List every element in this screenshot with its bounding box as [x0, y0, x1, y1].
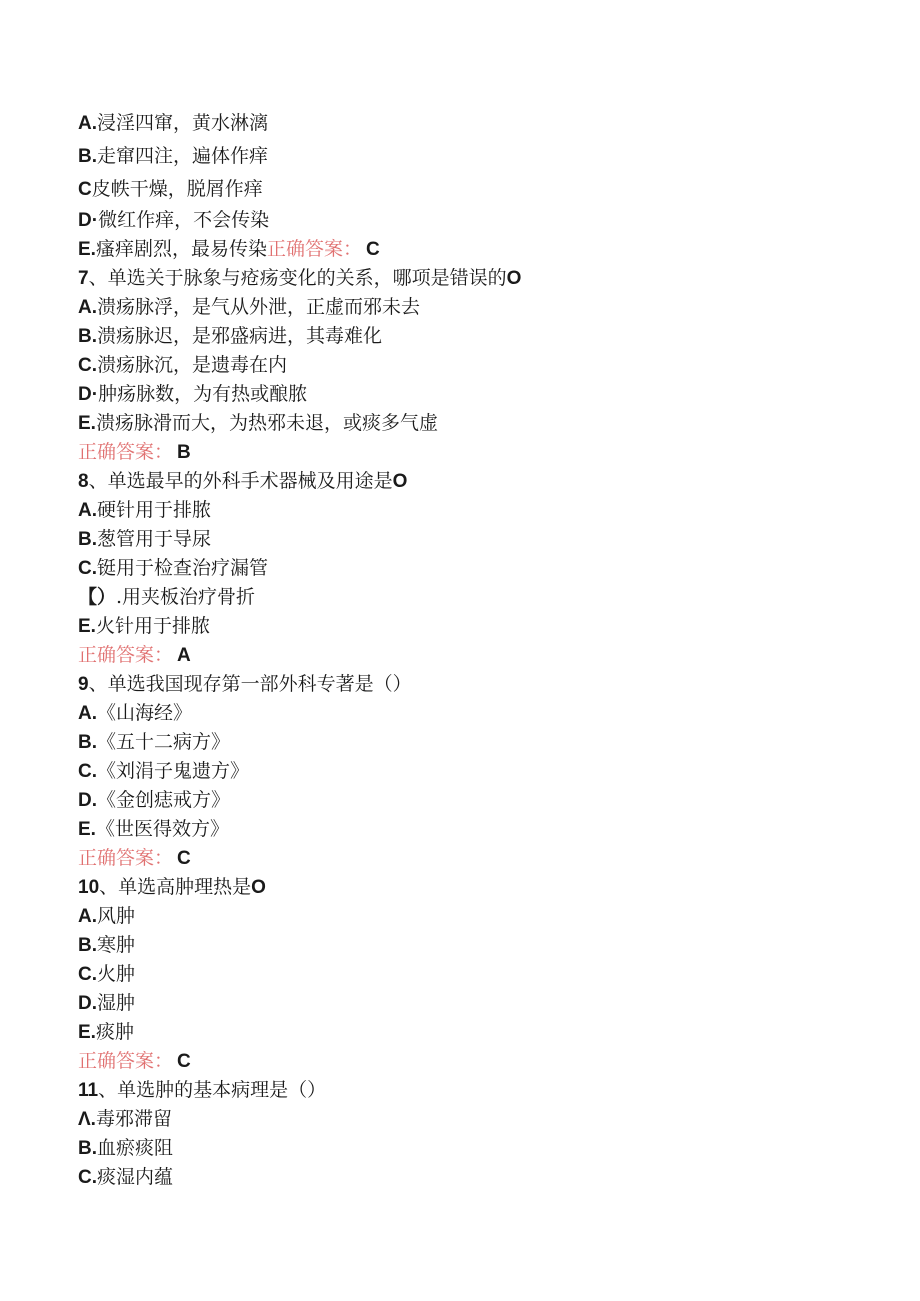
option-label: E.	[78, 616, 96, 637]
option-line	[78, 409, 878, 438]
option-text: 走窜四注，遍体作痒	[97, 145, 269, 167]
option-line	[78, 583, 878, 612]
option-line	[78, 1105, 878, 1134]
option-text: .用夹板治疗骨折	[116, 586, 256, 608]
option-text: 溃疡脉沉，是遗毒在内	[97, 354, 288, 376]
option-label: C	[78, 179, 92, 200]
option-label: B.	[78, 146, 97, 167]
question-tail: O	[506, 268, 522, 289]
option-text: 痰湿内蕴	[97, 1166, 174, 1188]
option-label: A.	[78, 297, 97, 318]
option-line	[78, 1163, 878, 1192]
option-line	[78, 140, 878, 173]
answer-value: C	[177, 848, 191, 869]
option-text: 葱管用于导尿	[97, 528, 212, 550]
option-text: 火肿	[97, 963, 136, 985]
option-line	[78, 989, 878, 1018]
question-line	[78, 467, 878, 496]
option-line	[78, 554, 878, 583]
option-text: 瘙痒剧烈，最易传染	[95, 238, 267, 260]
option-text: 皮帙干燥，脱屑作痒	[91, 178, 263, 200]
option-line	[78, 1018, 878, 1047]
option-line	[78, 757, 878, 786]
option-line	[78, 235, 878, 264]
question-text: 、单选高肿理热是	[99, 876, 252, 898]
answer-label: 正确答案：	[78, 847, 174, 869]
option-label: C.	[78, 1167, 97, 1188]
document-body	[78, 107, 878, 1192]
option-label: D·	[78, 210, 99, 231]
option-label: Λ.	[78, 1109, 96, 1130]
answer-label: 正确答案：	[78, 1050, 174, 1072]
answer-label: 正确答案：	[78, 441, 174, 463]
option-label: B.	[78, 326, 97, 347]
option-text: 《五十二病方》	[97, 731, 231, 753]
option-text: 铤用于检查治疗漏管	[97, 557, 269, 579]
option-text: 硬针用于排脓	[97, 499, 212, 521]
option-text: 微红作痒，不会传染	[98, 209, 270, 231]
option-line	[78, 699, 878, 728]
answer-value: B	[177, 442, 191, 463]
option-label: B.	[78, 529, 97, 550]
option-text: 湿肿	[97, 992, 136, 1014]
option-label: A.	[78, 500, 97, 521]
question-line	[78, 670, 878, 699]
question-tail: O	[251, 877, 266, 898]
option-text: 《山海经》	[97, 702, 193, 724]
option-label: D·	[78, 384, 99, 405]
option-text: 溃疡脉浮，是气从外泄，正虚而邪未去	[97, 296, 421, 318]
option-line	[78, 206, 878, 235]
question-number: 11	[78, 1080, 99, 1101]
question-line	[78, 1076, 878, 1105]
question-text: 、单选最早的外科手术器械及用途是	[88, 470, 393, 492]
option-text: 痰肿	[95, 1021, 134, 1043]
option-line	[78, 525, 878, 554]
option-label: A.	[78, 703, 97, 724]
option-line	[78, 173, 878, 206]
option-line	[78, 351, 878, 380]
option-label: C.	[78, 558, 97, 579]
option-label: A.	[78, 113, 97, 134]
option-line	[78, 322, 878, 351]
question-number: 9	[78, 674, 89, 695]
option-line	[78, 612, 878, 641]
option-text: 血瘀痰阻	[97, 1137, 174, 1159]
option-label: D.	[78, 993, 97, 1014]
option-line	[78, 380, 878, 409]
option-label: B.	[78, 732, 97, 753]
answer-label: 正确答案：	[266, 238, 362, 260]
option-text: 溃疡脉迟，是邪盛病进，其毒难化	[97, 325, 383, 347]
option-text: 寒肿	[97, 934, 136, 956]
option-text: 毒邪滞留	[95, 1108, 172, 1130]
answer-label: 正确答案：	[78, 644, 174, 666]
option-label: A.	[78, 906, 97, 927]
question-text: 、单选关于脉象与疮疡变化的关系，哪项是错误的	[88, 267, 507, 289]
answer-line	[78, 844, 878, 873]
option-label: C.	[78, 964, 97, 985]
option-text: 《金创痣戒方》	[97, 789, 231, 811]
answer-line	[78, 438, 878, 467]
option-text: 溃疡脉滑而大，为热邪未退，或痰多气虚	[95, 412, 438, 434]
option-label: B.	[78, 1138, 97, 1159]
question-line	[78, 264, 878, 293]
answer-value: C	[177, 1051, 191, 1072]
question-number: 10	[78, 877, 100, 898]
option-line	[78, 960, 878, 989]
question-number: 8	[78, 471, 89, 492]
option-text: 肿疡脉数，为有热或酿脓	[98, 383, 308, 405]
option-line	[78, 728, 878, 757]
question-text: 、单选我国现存第一部外科专著是（）	[88, 673, 412, 695]
option-text: 风肿	[97, 905, 136, 927]
option-line	[78, 786, 878, 815]
option-text: 《刘涓子鬼遗方》	[97, 760, 250, 782]
option-label: E.	[78, 819, 96, 840]
option-line	[78, 1134, 878, 1163]
answer-value: C	[365, 239, 380, 260]
option-label: E.	[78, 1022, 96, 1043]
answer-value: A	[177, 645, 191, 666]
option-label: C.	[78, 355, 97, 376]
option-label: C.	[78, 761, 97, 782]
question-text: 、单选肿的基本病理是（）	[98, 1079, 327, 1101]
option-line	[78, 931, 878, 960]
option-line	[78, 496, 878, 525]
question-tail: O	[392, 471, 408, 492]
option-line	[78, 902, 878, 931]
option-label: E.	[78, 239, 96, 260]
option-text: 浸淫四窜，黄水淋漓	[97, 112, 269, 134]
option-text: 火针用于排脓	[95, 615, 210, 637]
question-line	[78, 873, 878, 902]
option-label: B.	[78, 935, 97, 956]
answer-line	[78, 1047, 878, 1076]
option-label: 【）	[78, 587, 117, 608]
question-number: 7	[78, 268, 89, 289]
option-line	[78, 293, 878, 322]
option-text: 《世医得效方》	[95, 818, 229, 840]
option-label: E.	[78, 413, 96, 434]
option-line	[78, 815, 878, 844]
answer-line	[78, 641, 878, 670]
option-line	[78, 107, 878, 140]
option-label: D.	[78, 790, 97, 811]
